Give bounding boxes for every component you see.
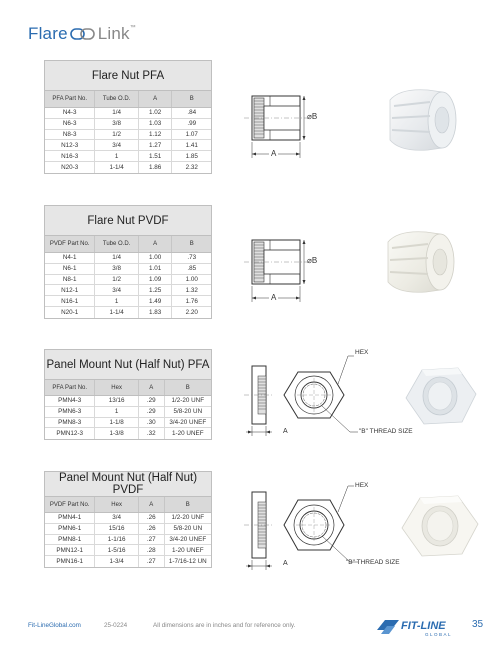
table-cell: .26 <box>138 513 164 523</box>
fit-line-logo <box>375 616 467 638</box>
table-cell: 3/4 <box>94 513 137 523</box>
table-cell: 5/8-20 UN <box>164 407 211 417</box>
table-cell: 1/2-20 UNF <box>164 396 211 406</box>
panel-mount-nut-pfa-drawing <box>238 348 388 440</box>
table-cell: 1-20 UNEF <box>164 545 211 555</box>
table-cell: .99 <box>171 119 211 129</box>
table-title: Panel Mount Nut (Half Nut) PVDF <box>45 472 211 497</box>
table-cell: 1.03 <box>138 119 172 129</box>
hex-label-1: HEX <box>355 349 369 356</box>
hex-label-2: HEX <box>355 482 369 489</box>
flare-nut-pvdf-table <box>44 205 212 319</box>
dim-a-label-3: A <box>283 428 288 435</box>
table-row <box>45 545 211 556</box>
table-cell: 1/4 <box>94 108 137 118</box>
brand-sub: GLOBAL <box>425 632 453 637</box>
table-header-row <box>45 497 211 513</box>
flare-nut-pfa-photo <box>380 80 475 160</box>
table-cell: 1.02 <box>138 108 172 118</box>
table-cell: 1.00 <box>138 253 172 263</box>
column-header: A <box>138 497 164 512</box>
table-cell: 1-1/4 <box>94 307 137 318</box>
column-header: Hex <box>94 380 137 395</box>
table-cell: N16-3 <box>61 152 79 160</box>
table-cell: .27 <box>138 556 164 567</box>
table-cell: .73 <box>171 253 211 263</box>
panel-mount-nut-pfa-table <box>44 349 212 440</box>
table-cell: 1-7/16-12 UN <box>164 556 211 567</box>
table-cell: 1 <box>94 296 137 306</box>
panel-mount-nut-pfa-photo <box>400 362 480 432</box>
table-cell: 1 <box>94 151 137 161</box>
table-cell: 3/8 <box>94 264 137 274</box>
table-row <box>45 513 211 524</box>
table-row <box>45 275 211 286</box>
table-cell: 1.25 <box>138 285 172 295</box>
column-header: B <box>164 497 211 512</box>
table-cell: 3/4-20 UNEF <box>164 418 211 428</box>
column-header: A <box>138 236 172 252</box>
flare-nut-pfa-table <box>44 60 212 174</box>
table-cell: PMN6-1 <box>58 525 82 533</box>
table-cell: N12-3 <box>61 141 79 149</box>
column-header: B <box>164 380 211 395</box>
column-header: Hex <box>94 497 137 512</box>
table-cell: 1-5/16 <box>94 545 137 555</box>
table-cell: .29 <box>138 407 164 417</box>
table-cell: 1-1/8 <box>94 418 137 428</box>
panel-mount-nut-pvdf-table <box>44 471 212 568</box>
column-header: PFA Part No. <box>52 384 88 391</box>
logo-word-link: Link <box>97 24 130 43</box>
column-header: PVDF Part No. <box>49 241 90 247</box>
table-cell: PMN8-3 <box>58 418 82 426</box>
flare-nut-pvdf-photo <box>378 222 473 302</box>
page-number: 35 <box>472 619 484 630</box>
table-cell: 3/4 <box>94 140 137 150</box>
table-cell: N16-1 <box>61 297 79 305</box>
table-cell: 2.32 <box>171 162 211 173</box>
table-row <box>45 428 211 439</box>
dim-a-label-2: A <box>271 293 277 302</box>
table-cell: PMN6-3 <box>58 408 82 416</box>
column-header: Tube O.D. <box>94 236 137 252</box>
website-link[interactable]: Fit-LineGlobal.com <box>28 622 81 629</box>
table-cell: 1/2 <box>94 275 137 285</box>
table-cell: .30 <box>138 418 164 428</box>
table-row <box>45 130 211 141</box>
table-cell: 1.76 <box>171 296 211 306</box>
table-cell: PMN12-1 <box>56 546 83 554</box>
table-row <box>45 407 211 418</box>
table-cell: 1.27 <box>138 140 172 150</box>
table-row <box>45 524 211 535</box>
table-cell: 1.01 <box>138 264 172 274</box>
flarelink-logo <box>28 22 136 46</box>
thread-label-2: "B" THREAD SIZE <box>346 559 400 566</box>
table-cell: 1-1/4 <box>94 162 137 173</box>
dim-a-label-1: A <box>271 149 277 158</box>
table-row <box>45 140 211 151</box>
table-cell: N20-3 <box>61 163 79 171</box>
column-header: PVDF Part No. <box>49 501 90 508</box>
dimensions-note: All dimensions are in inches and for reference only. <box>153 622 296 629</box>
table-cell: .28 <box>138 545 164 555</box>
table-row <box>45 162 211 173</box>
table-cell: 1.07 <box>171 130 211 140</box>
table-cell: N6-3 <box>62 120 77 128</box>
table-header-row <box>45 236 211 253</box>
table-title: Panel Mount Nut (Half Nut) PFA <box>45 350 211 380</box>
table-row <box>45 296 211 307</box>
column-header: Tube O.D. <box>94 91 137 107</box>
table-cell: .26 <box>138 524 164 534</box>
table-cell: PMN4-3 <box>58 397 82 405</box>
table-cell: N4-3 <box>62 109 77 117</box>
chain-link-icon <box>70 27 96 41</box>
table-cell: 2.20 <box>171 307 211 318</box>
table-cell: PMN16-1 <box>56 558 83 566</box>
table-cell: 1/4 <box>94 253 137 263</box>
flare-nut-pvdf-drawing <box>240 232 320 312</box>
table-row <box>45 264 211 275</box>
table-row <box>45 535 211 546</box>
table-row <box>45 556 211 567</box>
table-cell: 1-20 UNEF <box>164 428 211 439</box>
column-header: PFA Part No. <box>52 96 88 102</box>
table-cell: 1.32 <box>171 285 211 295</box>
table-row <box>45 119 211 130</box>
table-row <box>45 396 211 407</box>
table-cell: .32 <box>138 428 164 439</box>
table-cell: .29 <box>138 396 164 406</box>
column-header: A <box>138 91 172 107</box>
table-row <box>45 151 211 162</box>
table-cell: .27 <box>138 535 164 545</box>
page-footer <box>0 612 502 642</box>
thread-label-1: "B" THREAD SIZE <box>359 428 413 435</box>
table-row <box>45 108 211 119</box>
table-cell: N12-1 <box>61 286 79 294</box>
table-cell: .84 <box>171 108 211 118</box>
table-cell: N20-1 <box>61 308 79 316</box>
column-header: B <box>171 236 211 252</box>
column-header: B <box>171 91 211 107</box>
table-cell: 5/8-20 UN <box>164 524 211 534</box>
table-cell: 3/4 <box>94 285 137 295</box>
table-cell: PMN8-1 <box>58 535 82 543</box>
dim-b-label-2: ⌀B <box>307 256 318 265</box>
table-title: Flare Nut PFA <box>45 61 211 91</box>
logo-word-flare: Flare <box>28 24 68 43</box>
flare-nut-pfa-drawing <box>240 88 320 168</box>
table-cell: 1.85 <box>171 151 211 161</box>
table-cell: 1.51 <box>138 151 172 161</box>
table-cell: N6-1 <box>62 265 77 273</box>
column-header: A <box>138 380 164 395</box>
table-cell: 1 <box>94 407 137 417</box>
table-row <box>45 418 211 429</box>
table-cell: 3/4-20 UNEF <box>164 535 211 545</box>
table-row <box>45 253 211 264</box>
table-cell: 3/8 <box>94 119 137 129</box>
panel-mount-nut-pvdf-photo <box>398 490 482 564</box>
table-cell: 13/16 <box>94 396 137 406</box>
table-cell: .85 <box>171 264 211 274</box>
table-cell: 1.86 <box>138 162 172 173</box>
table-cell: 1.49 <box>138 296 172 306</box>
table-cell: 1-3/8 <box>94 428 137 439</box>
table-cell: N8-3 <box>62 130 77 138</box>
table-title: Flare Nut PVDF <box>45 206 211 236</box>
table-cell: 1/2 <box>94 130 137 140</box>
table-cell: 1-3/4 <box>94 556 137 567</box>
fit-line-wing-icon <box>375 616 467 638</box>
table-cell: 1.12 <box>138 130 172 140</box>
table-row <box>45 285 211 296</box>
table-cell: 1.09 <box>138 275 172 285</box>
table-cell: 1.83 <box>138 307 172 318</box>
table-cell: PMN4-1 <box>58 514 82 522</box>
table-cell: 1/2-20 UNF <box>164 513 211 523</box>
brand-name: FIT-LINE <box>401 620 446 632</box>
table-cell: 1.41 <box>171 140 211 150</box>
trademark-mark: ™ <box>129 25 136 31</box>
document-code: 25-0224 <box>104 622 128 629</box>
dim-b-label-1: ⌀B <box>307 112 318 121</box>
table-cell: 1-1/16 <box>94 535 137 545</box>
table-header-row <box>45 91 211 108</box>
table-cell: 1.00 <box>171 275 211 285</box>
dim-a-label-4: A <box>283 560 288 567</box>
table-cell: 15/16 <box>94 524 137 534</box>
table-header-row <box>45 380 211 396</box>
table-row <box>45 307 211 318</box>
table-cell: PMN12-3 <box>56 430 83 438</box>
table-cell: N8-1 <box>62 275 77 283</box>
table-cell: N4-1 <box>62 254 77 262</box>
